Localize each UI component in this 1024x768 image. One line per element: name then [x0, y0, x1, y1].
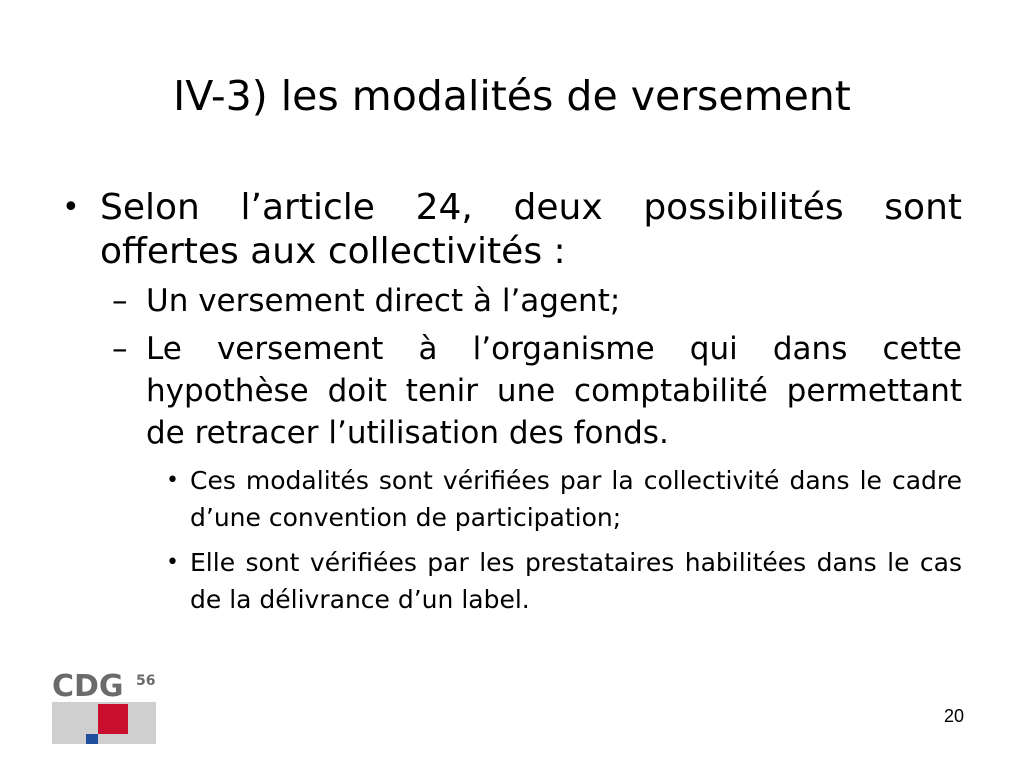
sub-bullet-item	[112, 328, 962, 454]
bullet-marker: •	[62, 190, 80, 225]
logo-text: CDG	[52, 672, 124, 704]
bullet-text: Selon l’article 24, deux possibilités sont offertes aux collectivités :	[100, 187, 962, 272]
dash-marker: –	[112, 331, 128, 367]
logo-superscript: 56	[136, 673, 156, 689]
slide-content	[62, 186, 962, 618]
slide-title: IV-3) les modalités de versement	[173, 72, 851, 120]
sub-bullet-text: Le versement à l’organisme qui dans cette hypothèse doit tenir une comptabilité permettant de retracer l’utilisation des fonds.	[146, 331, 962, 451]
cdg-logo	[52, 672, 160, 744]
sub-sub-bullet-text: Elle sont vérifiées par les prestataires habilitées dans le cas de la délivrance d’un label.	[190, 548, 962, 614]
bullet-item	[62, 186, 962, 274]
dash-marker: –	[112, 283, 128, 319]
sub-sub-bullet-item	[166, 544, 962, 618]
sub-sub-bullet-text: Ces modalités sont vérifiées par la collectivité dans le cadre d’une convention de participation;	[190, 466, 962, 532]
sub-bullet-item	[112, 280, 962, 322]
bullet-marker: •	[166, 468, 179, 493]
page-number: 20	[943, 706, 964, 726]
logo-blue-square	[86, 734, 98, 744]
bullet-marker: •	[166, 550, 179, 575]
sub-sub-bullet-item	[166, 462, 962, 536]
sub-bullet-text: Un versement direct à l’agent;	[146, 283, 621, 319]
logo-red-square	[98, 704, 128, 734]
